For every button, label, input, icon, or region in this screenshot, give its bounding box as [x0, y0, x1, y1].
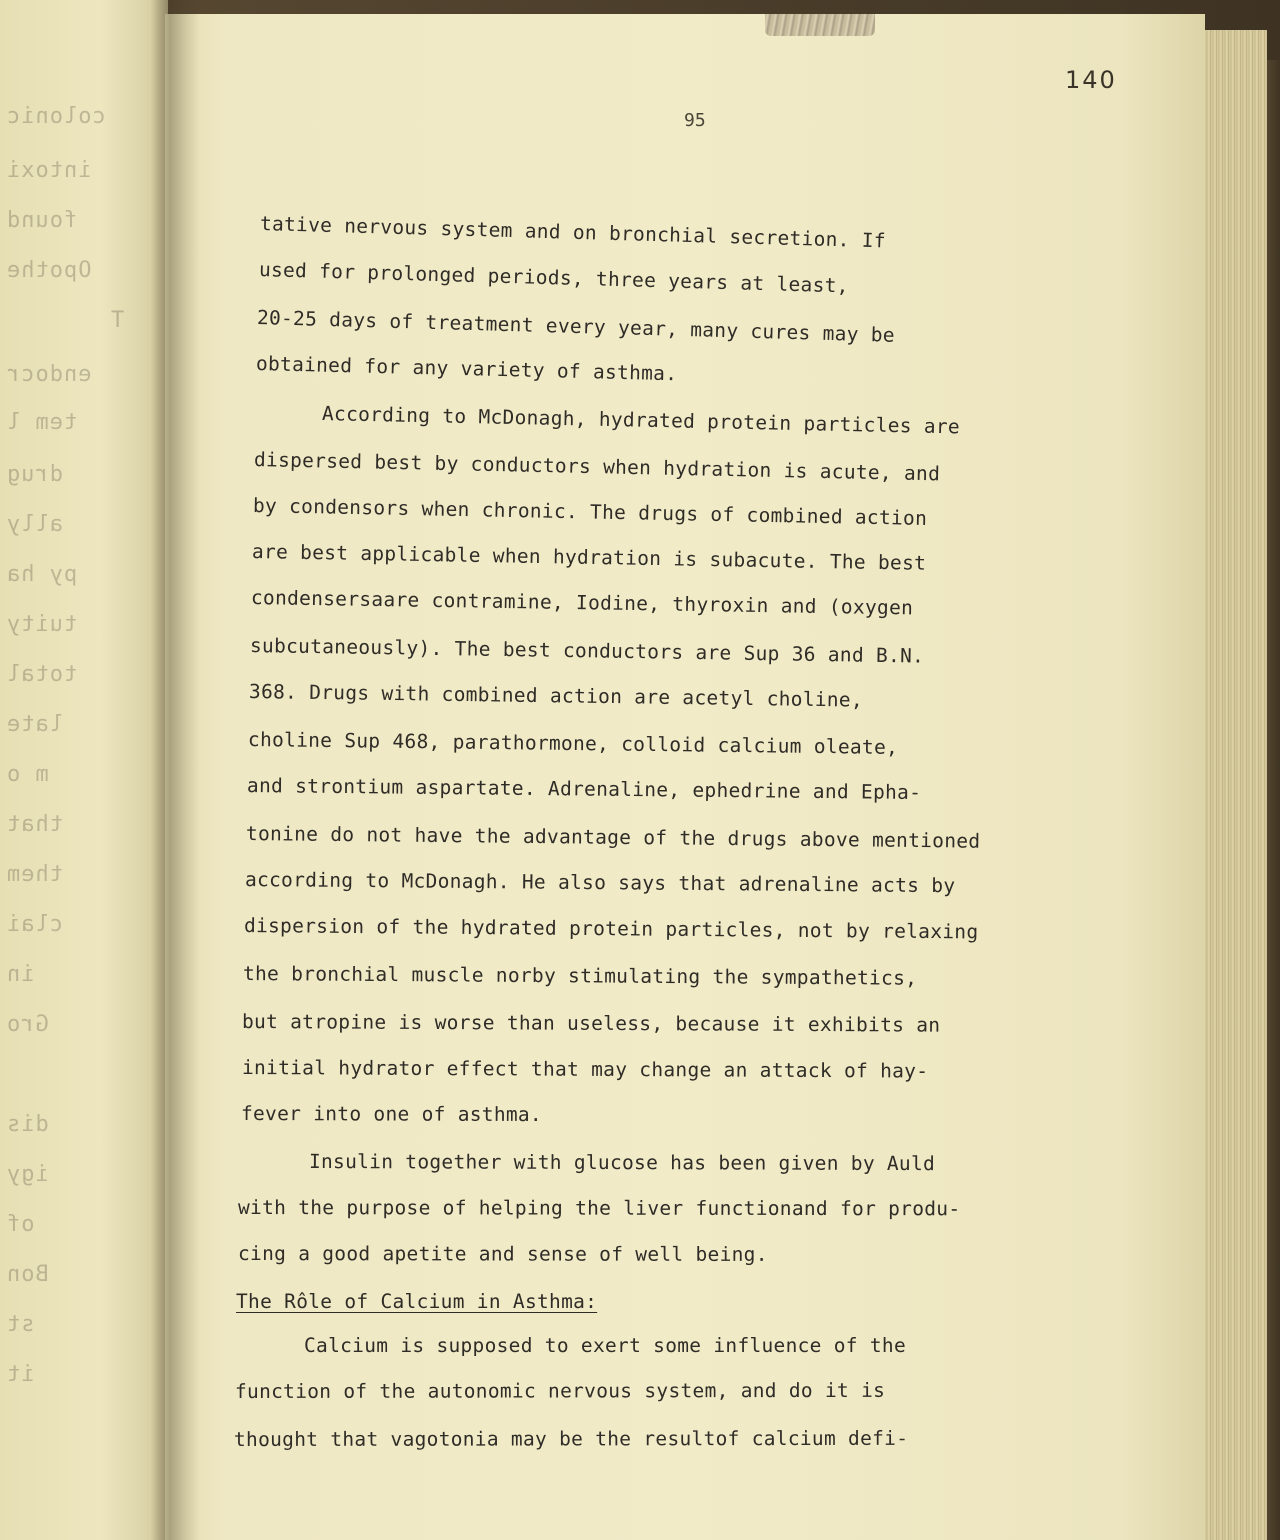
- text-line: with the purpose of helping the liver functionand for produ-: [237, 1196, 961, 1221]
- text-line: cing a good apetite and sense of well being.: [237, 1242, 768, 1266]
- text-line: initial hydrator effect that may change an attack of hay-: [241, 1056, 929, 1083]
- bleed-text: endocr: [6, 362, 92, 387]
- text-line: function of the autonomic nervous system, and do it is: [234, 1378, 886, 1403]
- text-line: thought that vagotonia may be the resultof calcium defi-: [233, 1426, 909, 1451]
- bleed-text: st: [6, 1312, 35, 1337]
- gutter-shadow: [150, 0, 200, 1540]
- text-line: tative nervous system and on bronchial secretion. If: [259, 212, 887, 253]
- bleed-text: in: [6, 962, 35, 987]
- text-line: but atropine is worse than useless, because it exhibits an: [241, 1010, 941, 1037]
- bleed-text: Opothe: [6, 258, 92, 283]
- text-line: tonine do not have the advantage of the drugs above mentioned: [245, 822, 981, 853]
- bleed-text: igy: [6, 1162, 49, 1187]
- text-line: dispersion of the hydrated protein particles, not by relaxing: [243, 914, 979, 944]
- bleed-text: them: [6, 862, 63, 887]
- bleed-text: colonic: [6, 104, 106, 129]
- binding-thread: [765, 14, 875, 36]
- text-line: dispersed best by conductors when hydration is acute, and: [253, 448, 941, 486]
- bleed-text: total: [6, 662, 78, 687]
- bleed-text: late: [6, 712, 63, 737]
- bleed-text: ally: [6, 512, 63, 537]
- bleed-text: T: [110, 308, 125, 333]
- text-line: subcutaneously). The best conductors are Sup 36 and B.N.: [249, 634, 925, 668]
- text-line: 20-25 days of treatment every year, many cures may be: [256, 306, 896, 347]
- bleed-text: py ha: [6, 562, 78, 587]
- left-page: [0, 0, 168, 1540]
- folio-number: 140: [1065, 66, 1117, 94]
- text-line: the bronchial muscle norby stimulating the sympathetics,: [242, 962, 918, 990]
- text-line: According to McDonagh, hydrated protein particles are: [321, 402, 961, 439]
- bleed-text: Bon: [6, 1262, 49, 1287]
- bleed-text: tem l: [6, 410, 78, 435]
- page-number: 95: [684, 110, 706, 131]
- bleed-text: that: [6, 812, 63, 837]
- text-line: Insulin together with glucose has been given by Auld: [308, 1150, 936, 1176]
- bleed-text: clai: [6, 912, 63, 937]
- text-line: according to McDonagh. He also says that adrenaline acts by: [244, 868, 956, 898]
- bleed-text: it: [6, 1362, 35, 1387]
- bleed-text: m o: [6, 762, 49, 787]
- bleed-text: tuity: [6, 612, 78, 637]
- bleed-text: Gro: [6, 1012, 49, 1037]
- text-line: choline Sup 468, parathormone, colloid calcium oleate,: [247, 728, 899, 759]
- text-line: Calcium is supposed to exert some influence of the: [304, 1334, 906, 1357]
- bleed-text: intoxi: [6, 158, 92, 183]
- text-line: obtained for any variety of asthma.: [255, 352, 678, 386]
- text-line: fever into one of asthma.: [240, 1102, 543, 1127]
- bleed-text: drug: [6, 462, 63, 487]
- text-line: by condensors when chronic. The drugs of combined action: [252, 494, 928, 530]
- bleed-text: found: [6, 208, 78, 233]
- text-line: and strontium aspartate. Adrenaline, ephedrine and Epha-: [246, 774, 922, 805]
- text-line: used for prolonged periods, three years at least,: [258, 258, 850, 298]
- bleed-text: of: [6, 1212, 35, 1237]
- text-line: condensersaare contramine, Iodine, thyroxin and (oxygen: [250, 586, 914, 620]
- text-line: are best applicable when hydration is subacute. The best: [251, 540, 927, 575]
- bleed-text: dis: [6, 1112, 49, 1137]
- section-heading: The Rôle of Calcium in Asthma:: [236, 1290, 598, 1313]
- text-line: 368. Drugs with combined action are acetyl choline,: [248, 680, 864, 712]
